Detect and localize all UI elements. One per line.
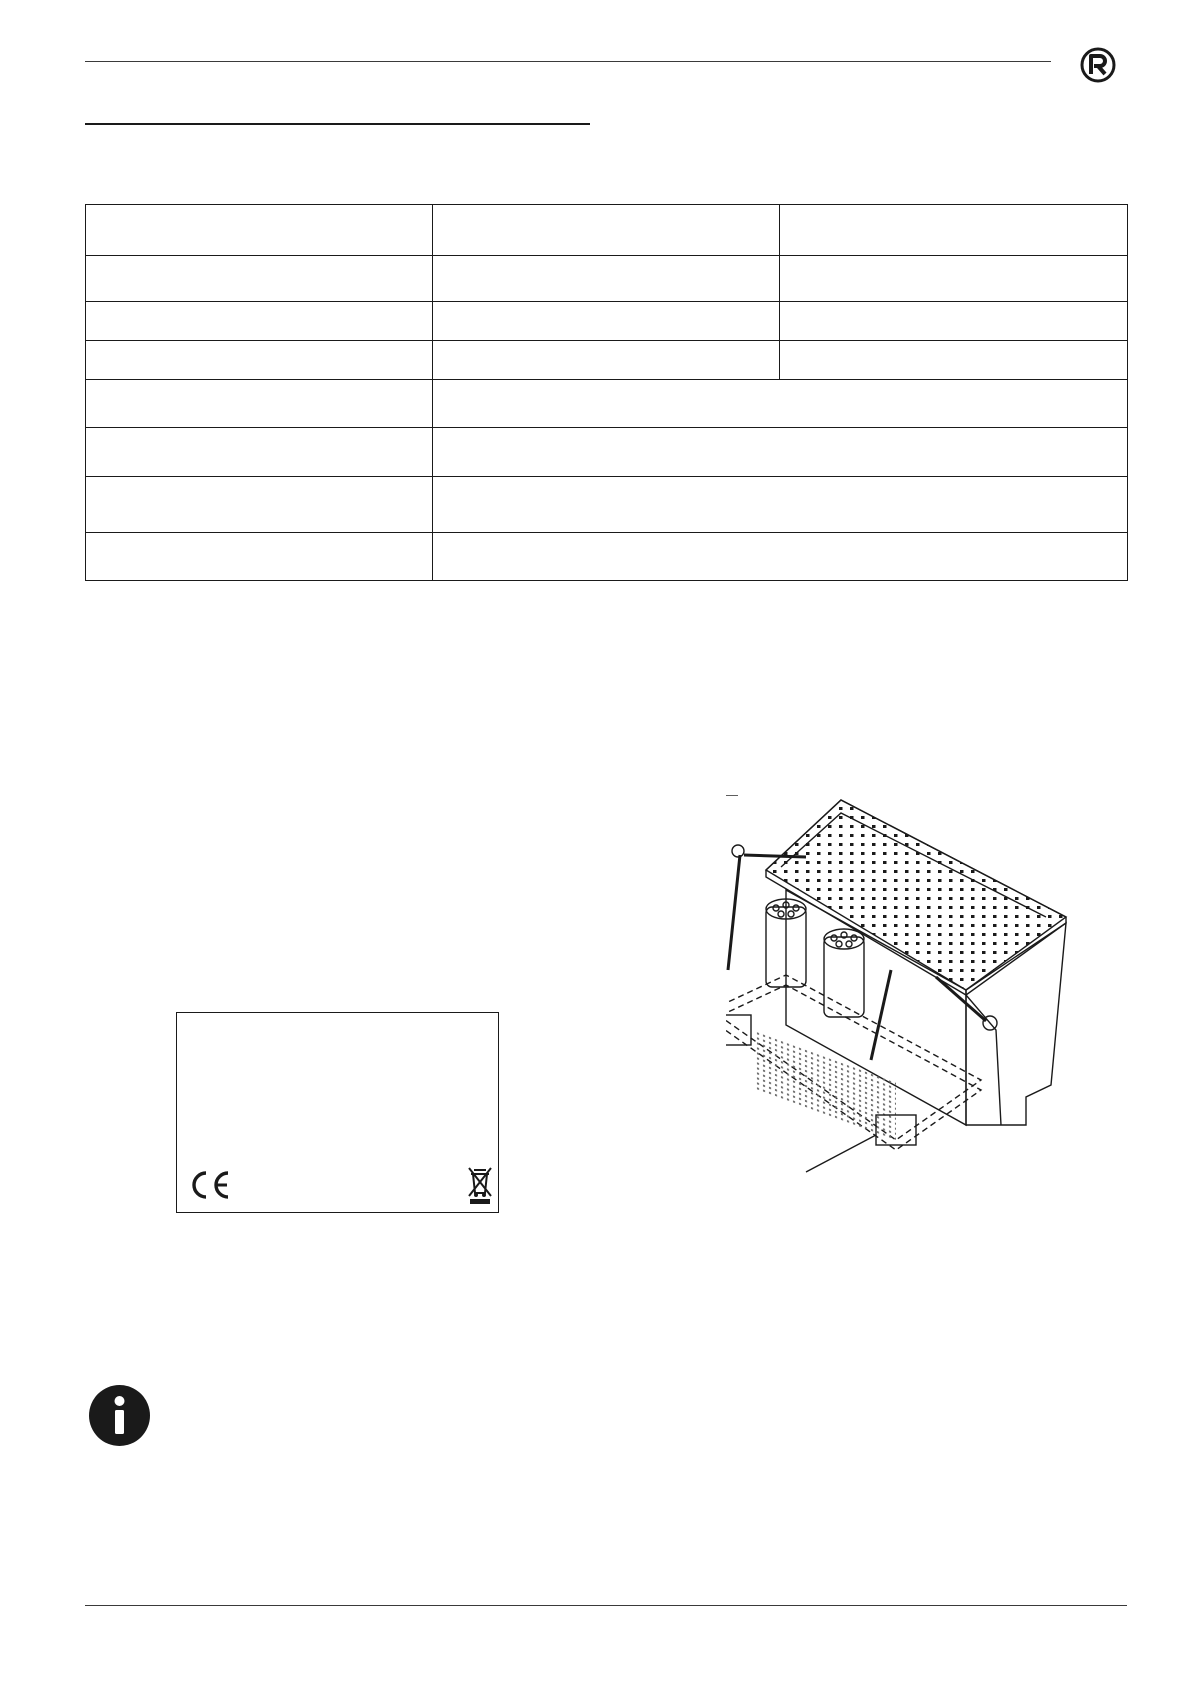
- table-cell: [780, 205, 1128, 256]
- table-row: [86, 477, 1128, 533]
- table-cell: [86, 256, 433, 302]
- registered-r-logo: [1080, 47, 1116, 83]
- table-row: [86, 341, 1128, 380]
- header-rule: [85, 61, 1051, 62]
- table-cell: [780, 341, 1128, 380]
- table-cell: [433, 205, 780, 256]
- table-cell: [433, 256, 780, 302]
- table-cell: [433, 341, 780, 380]
- ce-mark-icon: [187, 1170, 231, 1200]
- table-cell: [86, 533, 433, 581]
- spec-table: [85, 204, 1128, 581]
- table-cell: [86, 428, 433, 477]
- table-cell: [433, 533, 1128, 581]
- table-cell: [433, 380, 1128, 428]
- table-row: [86, 533, 1128, 581]
- table-cell: [780, 256, 1128, 302]
- footer-rule: [85, 1605, 1127, 1606]
- espresso-machine-drawing: [726, 795, 1128, 1190]
- table-row: [86, 256, 1128, 302]
- rating-plate: [176, 1012, 499, 1213]
- table-row: [86, 205, 1128, 256]
- weee-crossed-bin-icon: [467, 1165, 493, 1205]
- table-cell: [780, 302, 1128, 341]
- table-cell: [86, 380, 433, 428]
- table-row: [86, 380, 1128, 428]
- table-cell: [433, 428, 1128, 477]
- table-cell: [433, 477, 1128, 533]
- table-row: [86, 302, 1128, 341]
- table-cell: [433, 302, 780, 341]
- table-cell: [86, 341, 433, 380]
- table-row: [86, 428, 1128, 477]
- info-icon: [89, 1385, 150, 1446]
- table-cell: [86, 302, 433, 341]
- table-cell: [86, 205, 433, 256]
- table-cell: [86, 477, 433, 533]
- section-heading-underline: [85, 123, 590, 125]
